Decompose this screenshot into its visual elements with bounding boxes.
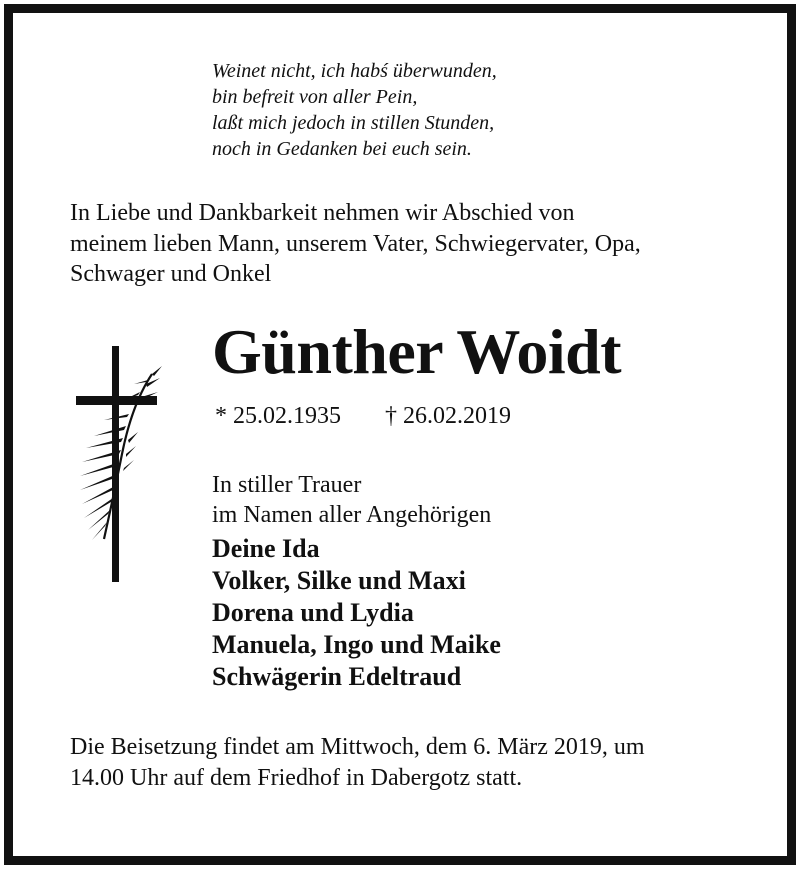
mourner-name: Schwägerin Edeltraud — [212, 662, 462, 691]
farewell-line: meinem lieben Mann, unserem Vater, Schwiegervater, Opa, — [70, 230, 641, 257]
mourner-name: Dorena und Lydia — [212, 598, 414, 627]
poem-line: bin befreit von aller Pein, — [212, 86, 418, 108]
mourners-list — [212, 533, 501, 693]
poem — [212, 58, 497, 162]
death-date: † 26.02.2019 — [385, 403, 511, 429]
mourner-name: Manuela, Ingo und Maike — [212, 630, 501, 659]
farewell-text — [70, 198, 730, 290]
life-dates — [215, 401, 511, 431]
mourning-text — [212, 470, 491, 530]
mourning-line: In stiller Trauer — [212, 472, 362, 498]
funeral-line: Die Beisetzung findet am Mittwoch, dem 6. März 2019, um — [70, 734, 645, 760]
funeral-info — [70, 732, 645, 794]
farewell-line: In Liebe und Dankbarkeit nehmen wir Abschied von — [70, 200, 575, 226]
mourner-name: Volker, Silke und Maxi — [212, 566, 466, 595]
deceased-name: Günther Woidt — [212, 316, 622, 387]
mourner-name: Deine Ida — [212, 534, 320, 563]
poem-line: Weinet nicht, ich habś überwunden, — [212, 60, 497, 82]
birth-date: * 25.02.1935 — [215, 403, 341, 429]
cross-with-palm-icon — [74, 344, 164, 591]
mourning-line: im Namen aller Angehörigen — [212, 502, 492, 528]
poem-line: noch in Gedanken bei euch sein. — [212, 138, 472, 160]
farewell-line: Schwager und Onkel — [70, 261, 272, 287]
poem-line: laßt mich jedoch in stillen Stunden, — [212, 112, 495, 134]
funeral-line: 14.00 Uhr auf dem Friedhof in Dabergotz statt. — [70, 765, 523, 791]
